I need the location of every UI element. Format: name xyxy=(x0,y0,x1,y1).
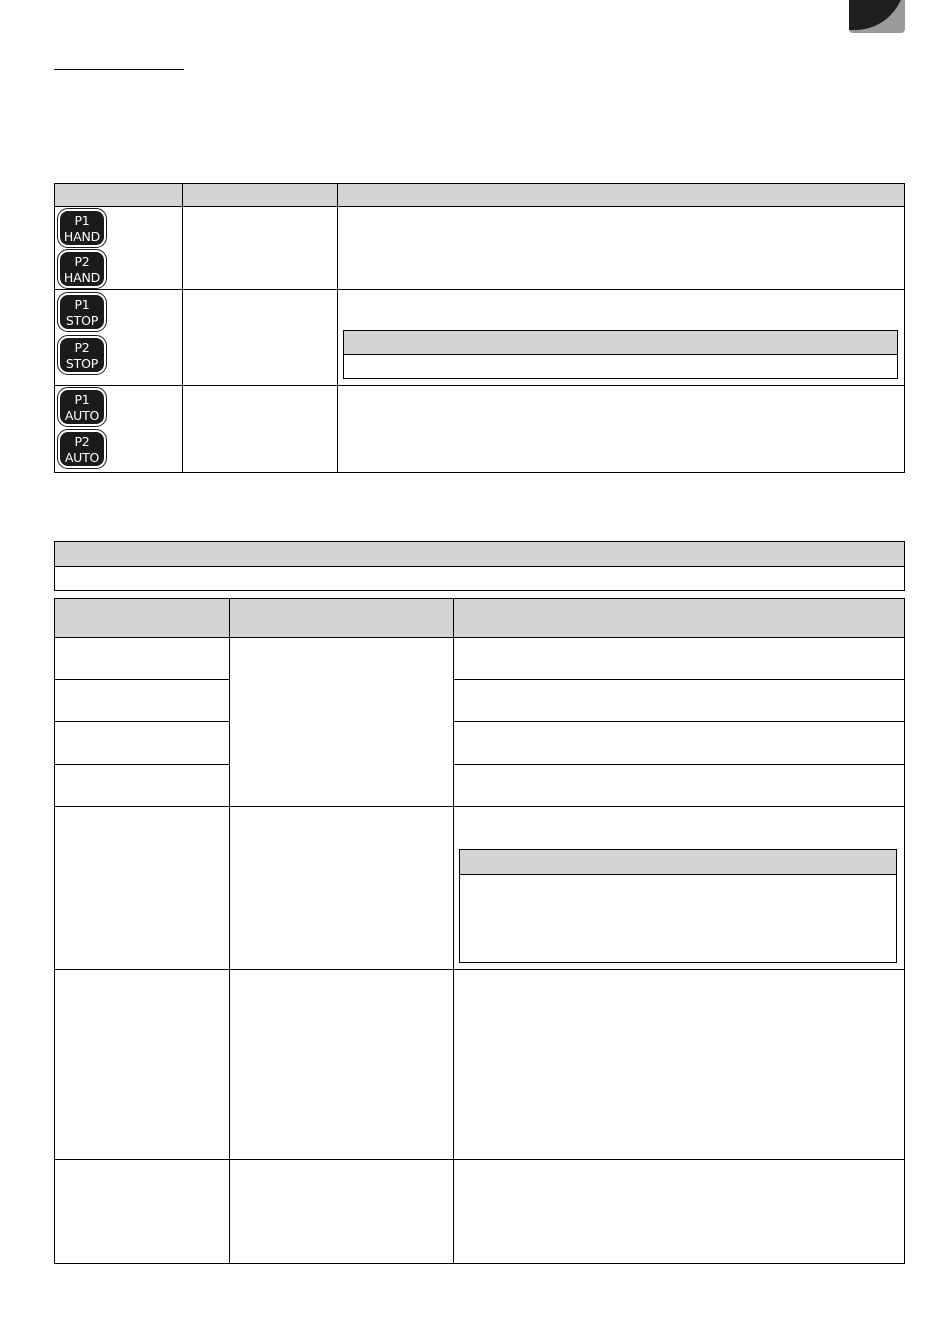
p1-hand-key-icon: P1 HAND xyxy=(58,209,106,247)
section-title-underline xyxy=(54,69,184,70)
note-box-header xyxy=(55,542,904,566)
page-corner-tab-icon xyxy=(849,0,905,33)
row-note-header xyxy=(460,850,896,874)
p1-auto-key-icon: P1 AUTO xyxy=(58,388,106,426)
stop-note-header xyxy=(344,331,897,354)
p2-hand-key-icon: P2 HAND xyxy=(58,250,106,288)
p2-auto-key-icon: P2 AUTO xyxy=(58,430,106,468)
settings-table-header xyxy=(55,599,904,637)
p2-stop-key-icon: P2 STOP xyxy=(58,336,106,374)
p1-stop-key-icon: P1 STOP xyxy=(58,293,106,331)
